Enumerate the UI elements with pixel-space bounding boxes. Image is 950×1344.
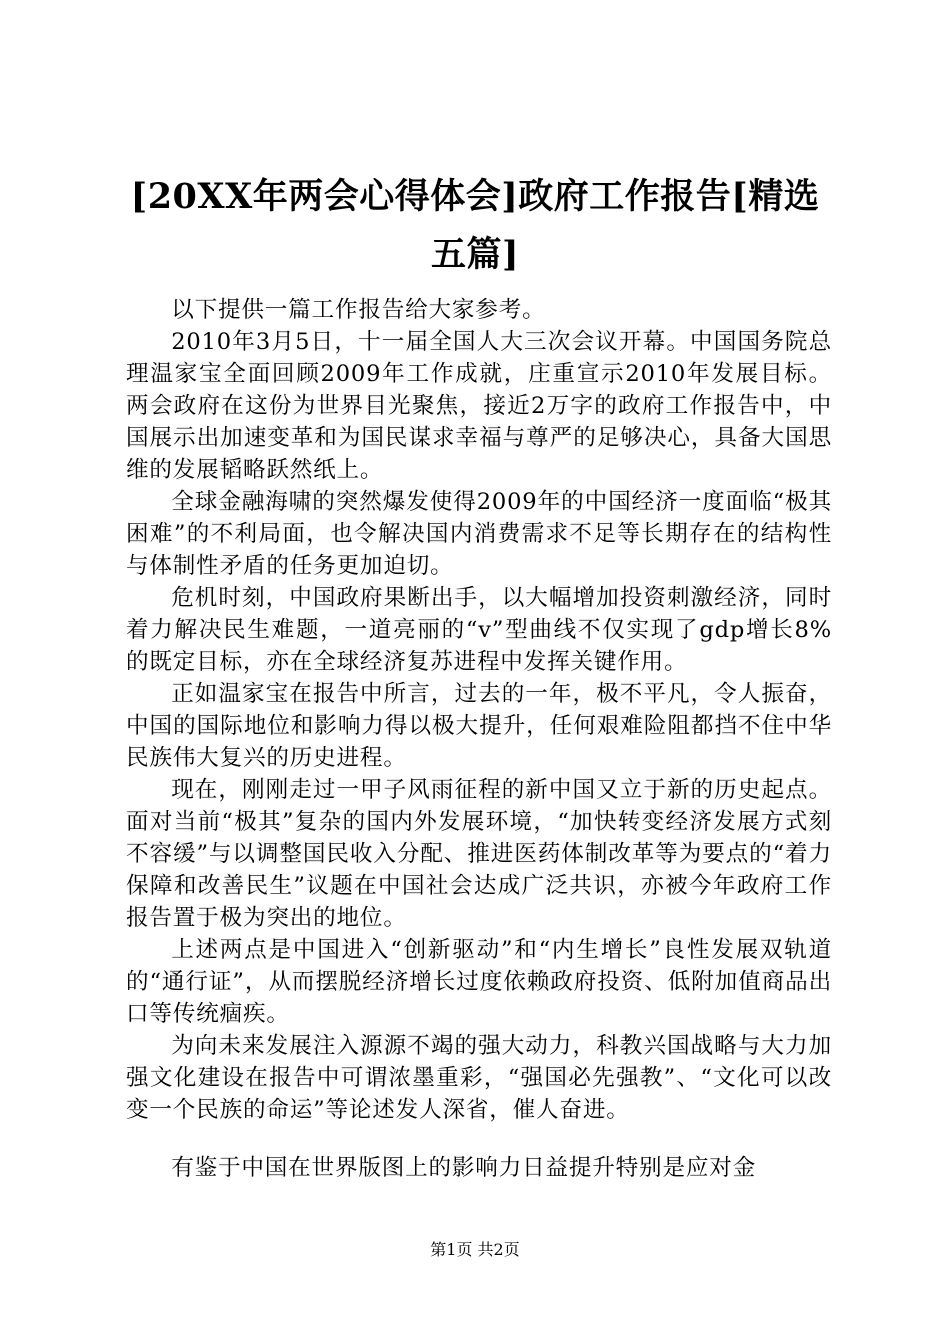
- paragraph-dual-track: 上述两点是中国进入“创新驱动”和“内生增长”良性发展双轨道的“通行证”，从而摆脱经济增长过度依赖政府投资、低附加值商品出口等传统痼疾。: [126, 937, 832, 1027]
- paragraph-world-influence: 有鉴于中国在世界版图上的影响力日益提升特别是应对金: [171, 1155, 757, 1181]
- paragraph-new-starting-point: 现在，刚刚走过一甲子风雨征程的新中国又立于新的历史起点。面对当前“极其”复杂的国内外发展环境，“加快转变经济发展方式刻不容缓”与以调整国民收入分配、推进医药体制改革等为要点的“着力保障和改善民生”议题在中国社会达成广泛共识，亦被今年政府工作报告置于极为突出的地位。: [126, 777, 832, 931]
- document-title: [20XX年两会心得体会]政府工作报告[精选五篇]: [130, 176, 820, 275]
- paragraph-intro: 以下提供一篇工作报告给大家参考。: [171, 297, 546, 323]
- paragraph-education-culture: 为向未来发展注入源源不竭的强大动力，科教兴国战略与大力加强文化建设在报告中可谓浓墨重彩，“强国必先强教”、“文化可以改变一个民族的命运”等论述发人深省，催人奋进。: [126, 1033, 832, 1123]
- paragraph-opening: 2010年3月5日，十一届全国人大三次会议开幕。中国国务院总理温家宝全面回顾2009年工作成就，庄重宣示2010年发展目标。两会政府在这份为世界目光聚焦，接近2万字的政府工作报告中，中国展示出加速变革和为国民谋求幸福与尊严的足够决心，具备大国思维的发展韬略跃然纸上。: [126, 329, 832, 483]
- page-number-footer: 第1页 共2页: [430, 1240, 520, 1259]
- paragraph-government-response: 危机时刻，中国政府果断出手，以大幅增加投资刺激经济，同时着力解决民生难题，一道亮丽的“v”型曲线不仅实现了gdp增长8%的既定目标，亦在全球经济复苏进程中发挥关键作用。: [126, 585, 832, 675]
- paragraph-financial-crisis: 全球金融海啸的突然爆发使得2009年的中国经济一度面临“极其困难”的不利局面，也令解决国内消费需求不足等长期存在的结构性与体制性矛盾的任务更加迫切。: [126, 489, 832, 579]
- document-body: [126, 294, 832, 1184]
- paragraph-report-quote: 正如温家宝在报告中所言，过去的一年，极不平凡，令人振奋，中国的国际地位和影响力得以极大提升，任何艰难险阻都挡不住中华民族伟大复兴的历史进程。: [126, 681, 832, 771]
